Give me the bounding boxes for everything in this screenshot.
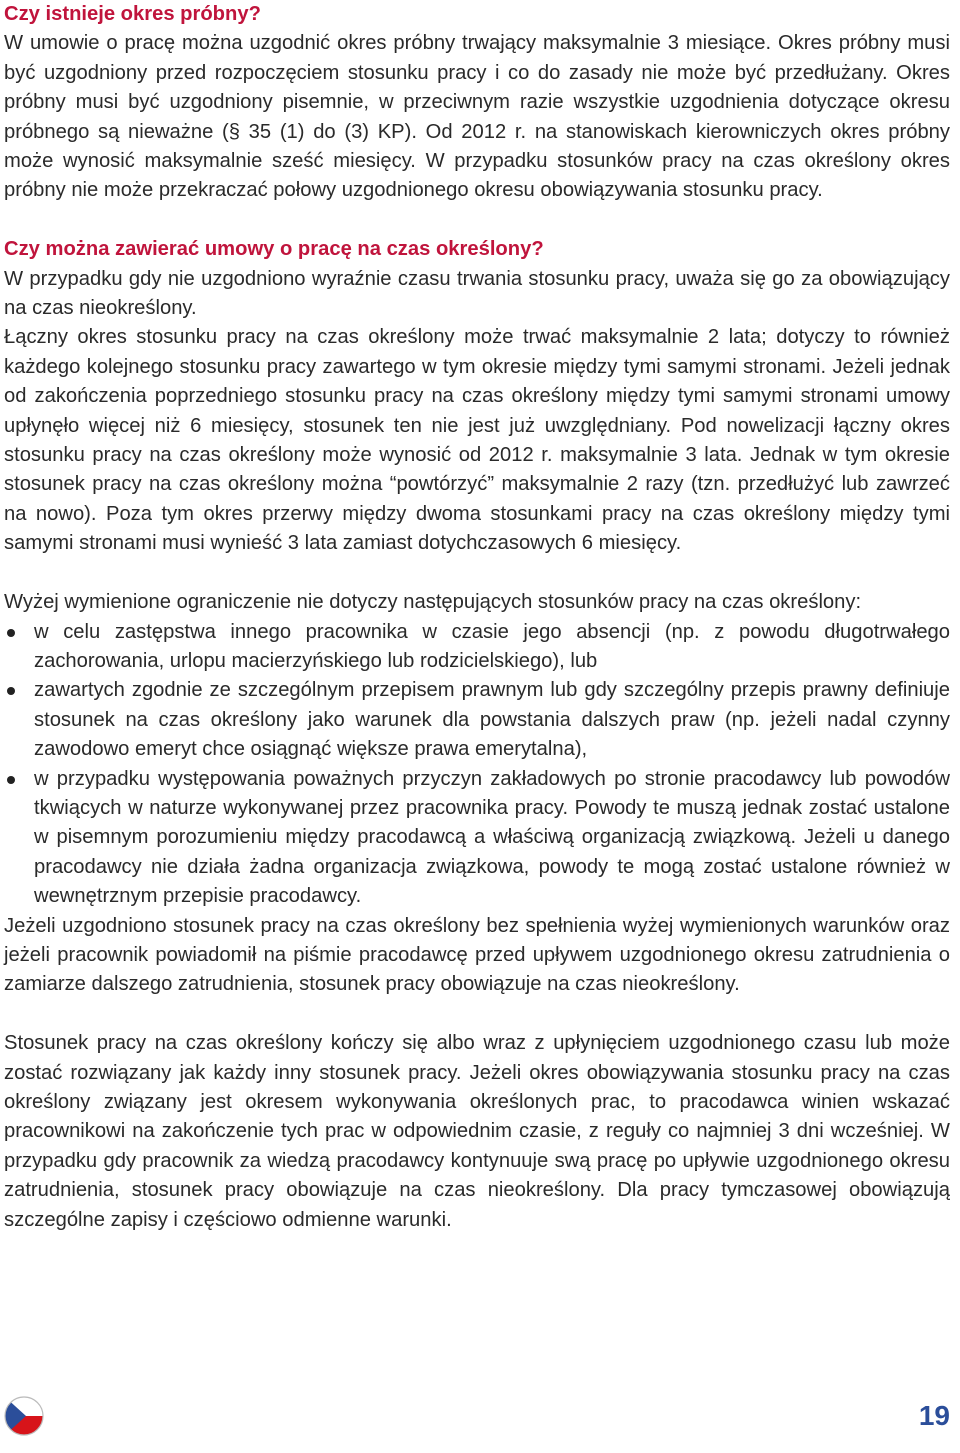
fixed-term-paragraph-2: Łączny okres stosunku pracy na czas określony może trwać maksymalnie 2 lata; dotyczy to również każdego kolejnego stosunku pracy zawartego w tym okresie między tymi samymi stronami. Jeżeli jednak od zakończenia poprzedniego stosunku pracy na czas określony między tymi samymi stronami umowy upłynęło więcej niż 6 miesięcy, stosunek ten nie jest już uwzględniany. Pod nowelizacji łączny okres stosunku pracy na czas określony może wynosić od 2012 r. maksymalnie 3 lata. Jednak w tym okresie stosunek pracy na czas określony można “powtórzyć” maksymalnie 2 razy (tzn. przedłużyć lub zawrzeć na nowo). Poza tym okres przerwy między dwoma stosunkami pracy na czas określony między tymi samymi stronami musi wynieść 3 lata zamiast dotychczasowych 6 miesięcy. bbox=[4, 326, 950, 555]
spacer bbox=[4, 559, 950, 588]
spacer bbox=[4, 206, 950, 235]
fixed-term-paragraph-1: W przypadku gdy nie uzgodniono wyraźnie czasu trwania stosunku pracy, uważa się go za obowiązujący na czas nieokreślony. bbox=[4, 267, 950, 320]
page-number: 19 bbox=[918, 1400, 950, 1431]
czech-flag-icon bbox=[4, 1396, 44, 1436]
section-heading-probation: Czy istnieje okres próbny? bbox=[4, 3, 261, 25]
fixed-term-paragraph-3: Jeżeli uzgodniono stosunek pracy na czas określony bez spełnienia wyżej wymienionych warunków oraz jeżeli pracownik powiadomił na piśmie pracodawcę przed upływem uzgodnionego okresu zatrudnienia o zamiarze dalszego zatrudnienia, stosunek pracy obowiązuje na czas nieokreślony. bbox=[4, 914, 950, 996]
exceptions-intro: Wyżej wymienione ograniczenie nie dotyczy następujących stosunków pracy na czas określony: bbox=[4, 591, 862, 614]
list-item: zawartych zgodnie ze szczególnym przepisem prawnym lub gdy szczególny przepis prawny definiuje stosunek na czas określony jako warunek dla powstania dalszych praw (np. jeżeli nadal czynny zawodowo emeryt chce osiągnąć większe prawa emerytalna), bbox=[4, 676, 950, 764]
list-item: w przypadku występowania poważnych przyczyn zakładowych po stronie pracodawcy lub powodów tkwiących w naturze wykonywanej przez pracownika pracy. Powody te muszą jednak zostać ustalone w pisemnym porozumieniu między pracodawcą a właściwą organizacją związkową. Jeżeli u danego pracodawcy nie działa żadna organizacja związkowa, powody te mogą zostać ustalone również w wewnętrznym przepisie pracodawcy. bbox=[4, 765, 950, 912]
spacer bbox=[4, 1000, 950, 1029]
probation-paragraph: W umowie o pracę można uzgodnić okres próbny trwający maksymalnie 3 miesiące. Okres próbny musi być uzgodniony przed rozpoczęciem stosunku pracy i co do zasady nie może być przedłużany. Okres próbny musi być uzgodniony pisemnie, w przeciwnym razie wszystkie uzgodnienia dotyczące okresu próbnego są nieważne (§ 35 (1) do (3) KP). Od 2012 r. na stanowiskach kierowniczych okres próbny może wynosić maksymalnie sześć miesięcy. W przypadku stosunków pracy na czas określony okres próbny nie może przekraczać połowy uzgodnionego okresu obowiązywania stosunku pracy. bbox=[4, 32, 950, 202]
document-page bbox=[4, 0, 950, 1235]
exceptions-list bbox=[4, 618, 950, 912]
section-heading-fixed-term: Czy można zawierać umowy o pracę na czas określony? bbox=[4, 238, 544, 261]
fixed-term-paragraph-4: Stosunek pracy na czas określony kończy się albo wraz z upłynięciem uzgodnionego czasu lub może zostać rozwiązany jak każdy inny stosunek pracy. Jeżeli okres obowiązywania stosunku pracy na czas określony związany jest okresem wykonywania określonych prac, to pracodawca winien wskazać pracownikowi na zakończenie tych prac w odpowiednim czasie, z reguły co najmniej 3 dni wcześniej. W przypadku gdy pracownik za wiedzą pracodawcy kontynuuje swą pracę po upływie uzgodnionego okresu zatrudnienia, stosunek pracy obowiązuje na czas nieokreślony. Dla pracy tymczasowej obowiązują szczególne zapisy i częściowo odmienne warunki. bbox=[4, 1032, 950, 1231]
list-item: w celu zastępstwa innego pracownika w czasie jego absencji (np. z powodu długotrwałego zachorowania, urlopu macierzyńskiego lub rodzicielskiego), lub bbox=[4, 618, 950, 677]
